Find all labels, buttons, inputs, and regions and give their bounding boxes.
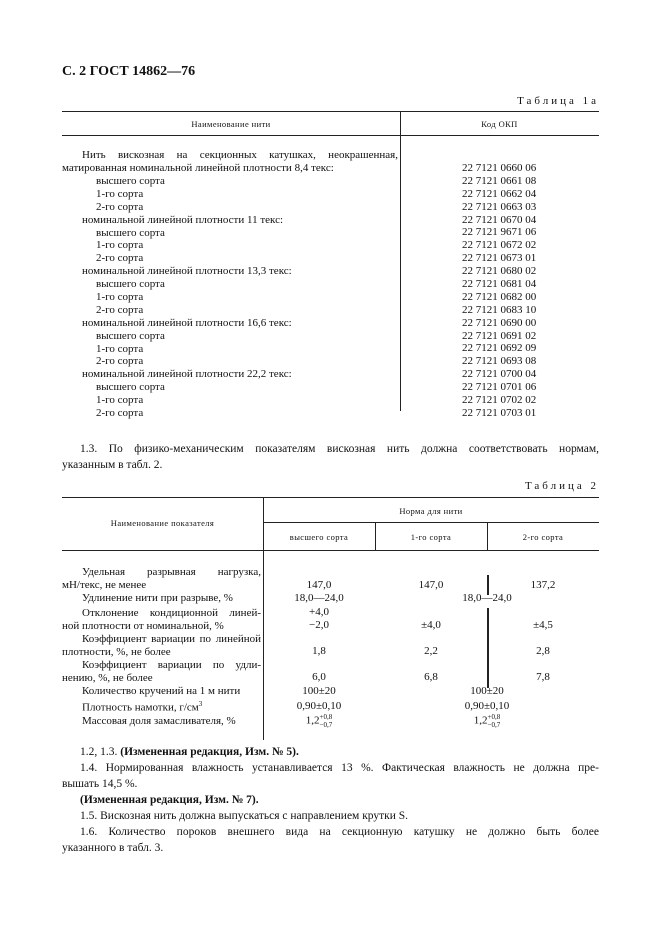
table-1a-caption: Таблица 1а: [517, 95, 599, 107]
table-row-name: высшего сорта: [96, 329, 165, 342]
table-row-name: 1-го сорта: [96, 187, 144, 200]
table-1a-intro-line2: матированная номинальной линейной плотности 8,4 текс:: [62, 161, 334, 174]
table-row-name: [62, 420, 398, 433]
table-row-name: 1-го сорта: [96, 394, 144, 407]
tolerance-minus: −0,7: [319, 721, 333, 729]
table-row-code: 22 7121 0672 02: [462, 239, 537, 252]
closing-text: [62, 744, 599, 856]
table-2-row-deviation: [62, 607, 261, 633]
table-row-code: 22 7121 0691 02: [462, 329, 537, 342]
table-2-name-divider: [263, 497, 264, 550]
table-row-code: 22 7121 0663 03: [462, 200, 537, 213]
table-2-top-rule: [62, 497, 599, 498]
table-cell: 18,0—24,0: [294, 592, 344, 604]
table-1a-intro-line1: Нить вискозная на секционных катушках, неокрашенная,: [82, 149, 398, 161]
table-1a-names: [62, 175, 398, 433]
table-2-row-strength: [62, 566, 261, 592]
table-row-code: 22 7121 0690 00: [462, 316, 537, 329]
table-row-name: Отклонение кондиционной линей-: [82, 607, 261, 619]
table-cell: 100±20: [302, 685, 336, 697]
table-2-subheader-rule: [263, 522, 599, 523]
page-header: С. 2 ГОСТ 14862—76: [62, 64, 196, 79]
table-2-header-name: Наименование показателя: [110, 518, 215, 528]
paragraph-1-3: [62, 441, 599, 473]
table-row-code: 22 7121 0683 10: [462, 303, 537, 316]
table-cell-lubricant-other: [375, 713, 599, 729]
tolerance-plus: +0,8: [487, 713, 501, 721]
table-row-code: 22 7121 0660 06: [462, 162, 537, 174]
table-row-code: 22 7121 0701 06: [462, 381, 537, 394]
table-row-name: высшего сорта: [96, 381, 165, 394]
table-2-row-density-name: [82, 700, 202, 714]
table-row-name: высшего сорта: [96, 226, 165, 239]
table-cell: 2,8: [536, 645, 550, 657]
edit-note-2: [62, 792, 599, 808]
table-row-name: номинальной линейной плотности 22,2 текс:: [82, 368, 292, 381]
table-cell: 1,2: [473, 714, 488, 727]
table-row-name: 1-го сорта: [96, 342, 144, 355]
table-row-name: Массовая доля замасливателя, %: [82, 715, 236, 727]
table-cell: 0,90±0,10: [296, 700, 342, 712]
table-row-name: Плотность намотки, г/см: [82, 701, 199, 714]
table-row-name: высшего сорта: [96, 278, 165, 291]
table-2-row-cv-density: [62, 633, 261, 659]
table-1a-codes: [462, 162, 536, 420]
table-1a-header-code: Код ОКП: [481, 119, 518, 129]
table-2-caption: Таблица 2: [524, 480, 599, 492]
table-1a-header-rule: [62, 135, 599, 136]
table-row-code: 22 7121 0692 09: [462, 342, 537, 355]
table-row-name: 1-го сорта: [96, 291, 144, 304]
table-2-header-rule: [62, 550, 599, 551]
table-cell: 0,90±0,10: [464, 700, 510, 712]
paragraph-1-3-line2: указанным в табл. 2.: [62, 459, 163, 471]
table-cell: ±4,5: [533, 619, 553, 631]
table-cell-deviation: [263, 606, 375, 632]
table-cell: −2,0: [309, 619, 329, 631]
table-1a-top-rule: [62, 111, 599, 112]
table-cell: ±4,0: [421, 619, 441, 631]
table-row-code: 22 7121 9671 06: [462, 226, 537, 239]
table-row-code: 22 7121 0681 04: [462, 278, 537, 291]
table-cell: 1,8: [312, 645, 326, 657]
table-row-name: плотности, %, не более: [62, 646, 171, 658]
table-cell: 137,2: [530, 579, 556, 591]
table-row-code: 22 7121 0703 01: [462, 406, 537, 419]
table-row-code: 22 7121 0670 04: [462, 213, 537, 226]
edit-note-1-text: (Измененная редакция, Изм. № 5).: [120, 746, 299, 758]
table-row-name: 2-го сорта: [96, 303, 144, 316]
table-cell: 6,0: [312, 671, 326, 683]
tolerance-minus: −0,7: [487, 721, 501, 729]
tolerance: [320, 713, 333, 729]
edit-note-1: [62, 744, 599, 760]
paragraph-1-6-line1: 1.6. Количество пороков внешнего вида на секционную катушку не должно быть более: [80, 826, 599, 838]
table-row-code: 22 7121 0673 01: [462, 252, 537, 265]
table-row-name: 2-го сорта: [96, 252, 144, 265]
paragraph-1-6-line2: указанного в табл. 3.: [62, 842, 164, 854]
table-row-name: Количество кручений на 1 м нити: [82, 685, 241, 697]
edit-note-2-text: (Измененная редакция, Изм. № 7).: [80, 794, 259, 806]
table-row-code: 22 7121 0682 00: [462, 290, 537, 303]
table-cell: 6,8: [424, 671, 438, 683]
table-1a-intro: [62, 149, 398, 175]
tolerance-plus: +0,8: [319, 713, 333, 721]
table-row-code: 22 7121 0702 02: [462, 394, 537, 407]
tolerance: [488, 713, 501, 729]
paragraph-1-3-line1: 1.3. По физико-механическим показателям вискозная нить должна соответствовать нормам,: [80, 443, 599, 455]
table-cell: 147,0: [306, 579, 332, 591]
table-row-name: номинальной линейной плотности 16,6 текс:: [82, 316, 292, 329]
table-2-header-grade-1: 1-го сорта: [410, 532, 452, 542]
table-cell: 147,0: [418, 579, 444, 591]
table-row-name: Коэффициент вариации по линейной: [82, 633, 261, 645]
table-2-row-cv-elongation: [62, 659, 261, 685]
table-row-code: 22 7121 0700 04: [462, 368, 537, 381]
table-cell: 7,8: [536, 671, 550, 683]
table-1a-column-divider: [400, 111, 401, 411]
table-row-code: 22 7121 0662 04: [462, 187, 537, 200]
table-2-header-grade-2: 2-го сорта: [522, 532, 564, 542]
table-2-header-grade-top: высшего сорта: [289, 532, 349, 542]
table-1a-header-name: Наименование нити: [191, 119, 271, 129]
table-row-name: Удлинение нити при разрыве, %: [82, 592, 233, 604]
table-cell-lubricant-top: [263, 713, 375, 729]
superscript: 3: [198, 700, 203, 708]
table-row-name: 1-го сорта: [96, 239, 144, 252]
table-row-name: Коэффициент вариации по удли-: [82, 659, 261, 671]
table-row-name: мН/текс, не менее: [62, 579, 147, 591]
paragraph-1-5: 1.5. Вискозная нить должна выпускаться с направлением крутки S.: [80, 810, 409, 822]
table-cell: 2,2: [424, 645, 438, 657]
table-row-name: 2-го сорта: [96, 355, 144, 368]
paragraph-1-4-line2: вышать 14,5 %.: [62, 778, 138, 790]
table-2-header-norm: Норма для нити: [399, 506, 463, 516]
table-row-name: нению, %, не более: [62, 672, 153, 684]
table-row-code: 22 7121 0693 08: [462, 355, 537, 368]
table-row-code: 22 7121 0661 08: [462, 174, 537, 187]
table-row-name: 2-го сорта: [96, 407, 144, 420]
table-row-name: ной плотности от номинальной, %: [62, 620, 224, 632]
table-row-name: номинальной линейной плотности 13,3 текс:: [82, 265, 292, 278]
table-row-code: 22 7121 0680 02: [462, 265, 537, 278]
table-cell: +4,0: [309, 606, 329, 618]
table-row-name: номинальной линейной плотности 11 текс:: [82, 213, 284, 226]
table-cell: 1,2: [305, 714, 320, 727]
table-cell: 18,0—24,0: [462, 592, 512, 604]
table-cell: 100±20: [470, 685, 504, 697]
table-row-name: высшего сорта: [96, 175, 165, 187]
table-row-name: Удельная разрывная нагрузка,: [82, 566, 261, 578]
table-row-name: 2-го сорта: [96, 200, 144, 213]
paragraph-1-4-line1: 1.4. Нормированная влажность устанавливается 13 %. Фактическая влажность не должна пре-: [80, 762, 599, 774]
edit-note-1-num: 1.2, 1.3.: [80, 746, 118, 758]
